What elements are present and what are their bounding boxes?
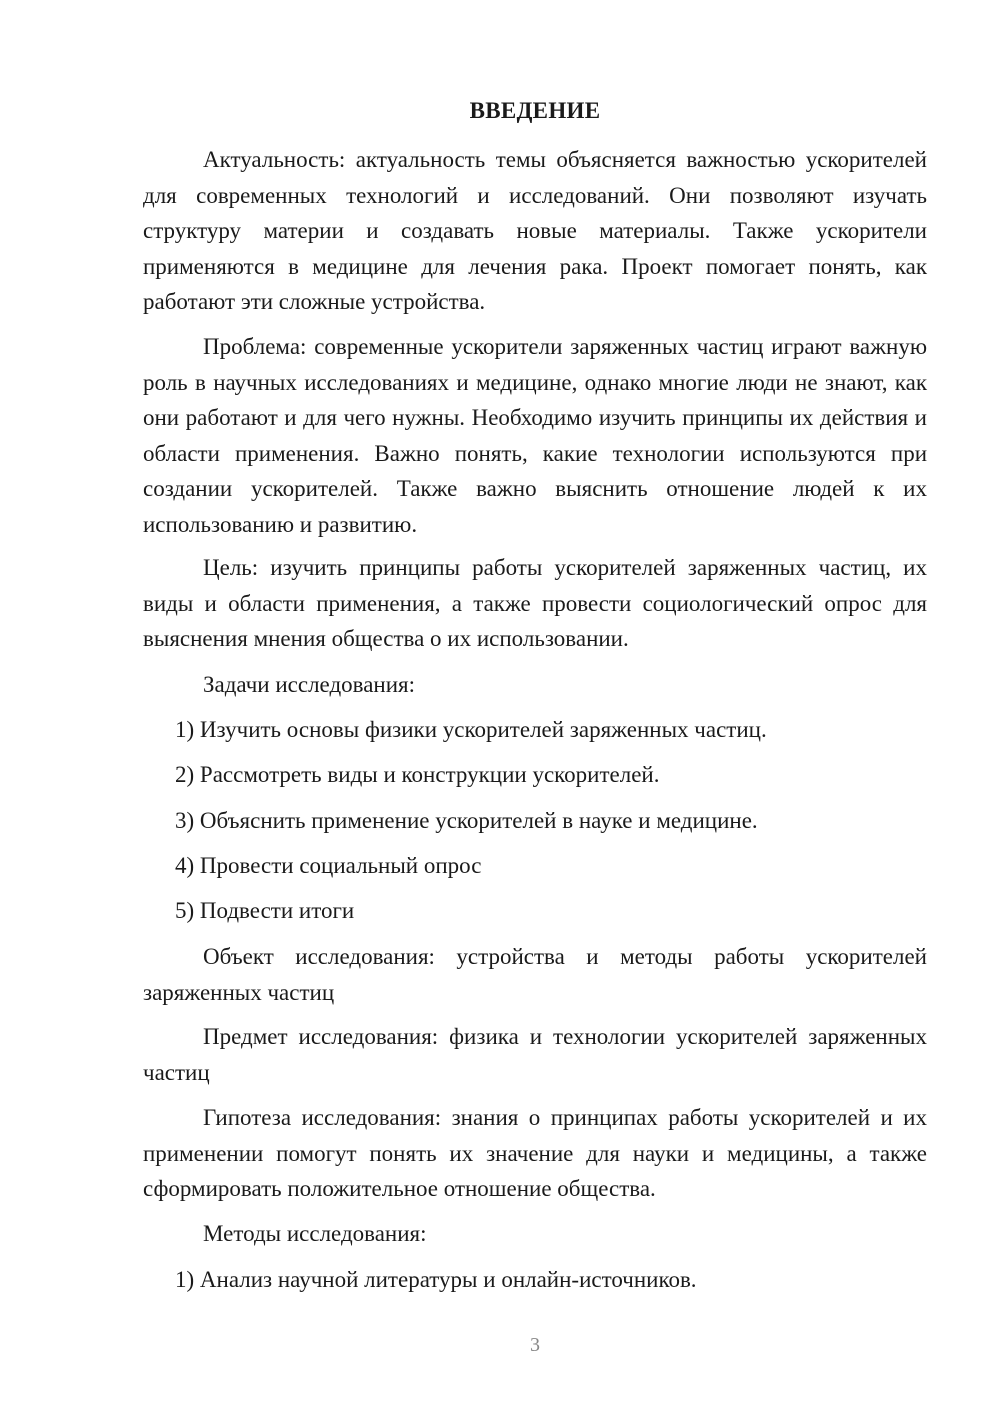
document-page <box>143 0 927 1414</box>
subject-paragraph: Предмет исследования: физика и технологии ускорителей заряженных частиц <box>143 1024 927 1085</box>
goal-paragraph: Цель: изучить принципы работы ускорителей заряженных частиц, их виды и области применения, а также провести социологический опрос для выяснения мнения общества о их использовании. <box>143 555 927 651</box>
object-paragraph: Объект исследования: устройства и методы работы ускорителей заряженных частиц <box>143 944 927 1005</box>
relevance-paragraph: Актуальность: актуальность темы объясняется важностью ускорителей для современных технологий и исследований. Они позволяют изучать структуру материи и создавать новые материалы. Также ускорители применяются в медицине для лечения рака. Проект помогает понять, как работают эти сложные устройства. <box>143 147 927 314</box>
methods-heading: Методы исследования: <box>203 1221 427 1246</box>
task-item: 2) Рассмотреть виды и конструкции ускорителей. <box>175 762 660 787</box>
tasks-heading: Задачи исследования: <box>203 672 416 697</box>
page-number: 3 <box>530 1334 540 1356</box>
task-item: 3) Объяснить применение ускорителей в науке и медицине. <box>175 808 758 833</box>
task-item: 5) Подвести итоги <box>175 898 355 923</box>
task-item: 4) Провести социальный опрос <box>175 853 482 878</box>
page-title: ВВЕДЕНИЕ <box>469 98 601 123</box>
method-item: 1) Анализ научной литературы и онлайн-источников. <box>175 1267 697 1292</box>
hypothesis-paragraph: Гипотеза исследования: знания о принципах работы ускорителей и их применении помогут понять их значение для науки и медицины, а также сформировать положительное отношение общества. <box>143 1105 927 1201</box>
task-item: 1) Изучить основы физики ускорителей заряженных частиц. <box>175 717 767 742</box>
problem-paragraph: Проблема: современные ускорители заряженных частиц играют важную роль в научных исследованиях и медицине, однако многие люди не знают, как они работают и для чего нужны. Необходимо изучить принципы их действия и области применения. Важно понять, какие технологии используются при создании ускорителей. Также важно выяснить отношение людей к их использованию и развитию. <box>143 334 927 537</box>
